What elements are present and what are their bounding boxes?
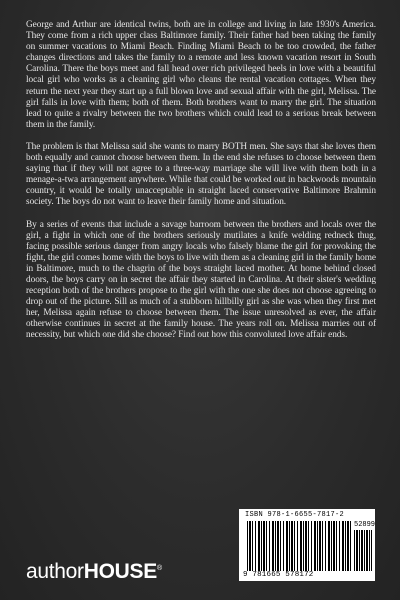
isbn-label: ISBN 978-1-6655-7817-2 (245, 511, 345, 519)
blurb-paragraph-3: By a series of events that include a savage barroom between the brothers and locals over the girl, a fight in which one of the brothers seriously mutilates a knife welding redneck thug, facing possible serious danger from angry locals who falsely blame the girl for provoking the fight, the girl comes home with the boys to live with them as a cleaning girl in the family home in Baltimore, much to the chagrin of the boys straight laced mother. At home behind closed doors, the boys carry on in secret the affair they started in Carolina. At their sister's wedding reception both of the brothers propose to the girl with the one she does not choose agreeing to drop out of the picture. Sill as much of a stubborn hillbilly girl as she was when they first met her, Melissa again refuse to choose between them. The issue unresolved as ever, the affair otherwise continues in secret at the family house. The years roll on. Melissa marries out of necessity, but which one did she choose? Find out how this convoluted love affair ends. (26, 219, 376, 341)
blurb-paragraph-1: George and Arthur are identical twins, both are in college and living in late 1930's America. They come from a rich upper class Baltimore family. Their father had been taking the family on summer vacations to Miami Beach. Finding Miami Beach to be too crowded, the father changes directions and takes the family to a remote and less known vacation resort in South Carolina. There the boys meet and fall head over rich privileged heels in love with a beautiful local girl who works as a cleaning girl who cleans the rental vacation cottages. When they return the next year they start up a full blown love and sexual affair with the girl, Melissa. The girl falls in love with them; both of them. Both brothers want to marry the girl. The situation lead to quite a rivalry between the two brothers which could lead to a serious break between them in the family. (26, 20, 376, 130)
price-code: 52899 (354, 521, 376, 529)
logo-author-text: author (26, 560, 84, 583)
logo-registered-mark: ® (156, 565, 162, 572)
barcode-bars (247, 521, 351, 571)
barcode-number: 9 781665 578172 (243, 571, 314, 579)
price-barcode-bars (354, 530, 372, 571)
publisher-logo (26, 560, 162, 584)
book-blurb (26, 20, 376, 353)
isbn-barcode (239, 509, 375, 581)
logo-house-text: HOUSE (83, 560, 157, 583)
blurb-paragraph-2: The problem is that Melissa said she wants to marry BOTH men. She says that she loves them both equally and cannot choose between them. In the end she refuses to choose between them saying that if they will not agree to a three-way marriage she will live with them both in a menage-a-twa arrangement anywhere. While that could be worked out in backwoods mountain country, it would be totally unacceptable in straight laced conservative Baltimore Brahmin society. The boys do not want to leave their family home and situation. (26, 141, 376, 208)
